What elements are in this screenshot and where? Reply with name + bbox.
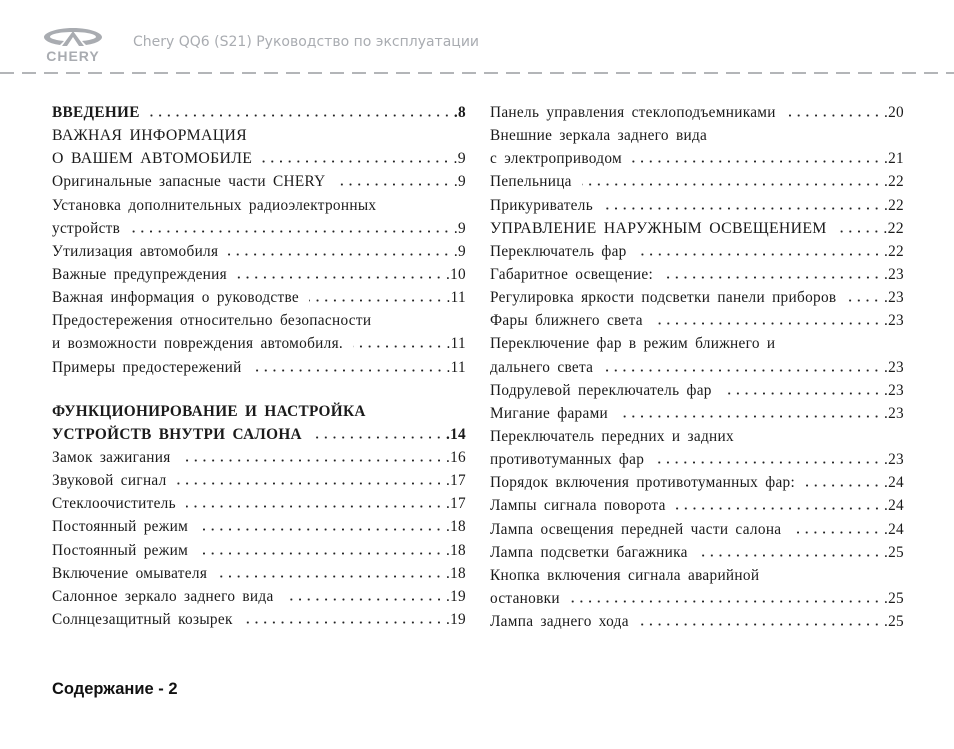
toc-entry-title: остановки <box>490 589 560 607</box>
toc-entry[interactable] <box>490 448 904 471</box>
toc-entry-title: противотуманных фар <box>490 451 645 469</box>
toc-entry-page: .9 <box>453 173 466 191</box>
dot-leader <box>262 160 450 163</box>
toc-entry[interactable] <box>490 286 904 309</box>
toc-entry-page: .24 <box>883 474 904 492</box>
dot-leader <box>198 528 443 531</box>
toc-entry-page: .16 <box>445 448 466 466</box>
toc-entry-title: Звуковой сигнал <box>52 472 167 490</box>
toc-entry[interactable] <box>490 263 904 286</box>
page-footer: Содержание - 2 <box>52 680 178 698</box>
toc-entry[interactable] <box>490 587 904 610</box>
toc-entry[interactable] <box>490 518 904 541</box>
toc-entry-title: Фары ближнего света <box>490 312 643 330</box>
toc-entry-page: .11 <box>446 358 466 376</box>
toc-entry-title: Кнопка включения сигнала аварийной <box>490 566 760 584</box>
toc-entry-title: ФУНКЦИОНИРОВАНИЕ И НАСТРОЙКА <box>52 402 366 420</box>
toc-entry-title: Порядок включения противотуманных фар: <box>490 474 796 492</box>
toc-entry[interactable] <box>490 564 904 587</box>
toc-entry[interactable] <box>52 263 466 286</box>
toc-right-column <box>490 101 904 633</box>
toc-entry-title: О ВАШЕМ АВТОМОБИЛЕ <box>52 150 253 168</box>
toc-entry-page: .25 <box>883 613 904 631</box>
toc-entry[interactable] <box>490 147 904 170</box>
toc-entry-title: Утилизация автомобиля <box>52 242 219 260</box>
dot-leader <box>353 345 443 348</box>
toc-entry-title: Лампы сигнала поворота <box>490 497 666 515</box>
toc-entry-title: УПРАВЛЕНИЕ НАРУЖНЫМ ОСВЕЩЕНИЕМ <box>490 219 827 237</box>
toc-entry[interactable] <box>490 541 904 564</box>
dot-leader <box>786 114 881 117</box>
dot-leader <box>177 482 443 485</box>
toc-entry[interactable] <box>52 101 466 124</box>
toc-entry[interactable] <box>52 446 466 469</box>
toc-entry-title: Важные предупреждения <box>52 265 227 283</box>
toc-entry-title: устройств <box>52 219 121 237</box>
toc-entry-page: .22 <box>883 219 904 237</box>
chery-emblem-icon <box>42 26 104 48</box>
dot-leader <box>632 160 881 163</box>
toc-entry-title: Салонное зеркало заднего вида <box>52 587 274 605</box>
toc-entry-page: .23 <box>883 265 904 283</box>
toc-entry[interactable] <box>52 469 466 492</box>
toc-entry[interactable] <box>490 610 904 633</box>
toc-entry[interactable] <box>490 217 904 240</box>
toc-entry-page: .11 <box>446 335 466 353</box>
dot-leader <box>217 575 443 578</box>
toc-entry-title: Пепельница <box>490 173 572 191</box>
toc-entry-title: Постоянный режим <box>52 518 189 536</box>
dot-leader <box>309 299 444 302</box>
toc-entry-title: Переключение фар в режим ближнего и <box>490 335 776 353</box>
toc-entry[interactable] <box>52 332 466 355</box>
toc-entry[interactable] <box>52 124 466 147</box>
dot-leader <box>570 600 881 603</box>
dot-leader <box>252 369 444 372</box>
dot-leader <box>312 436 443 439</box>
toc-entry-page: .20 <box>883 104 904 121</box>
toc-entry-page: .19 <box>445 610 466 628</box>
toc-entry-page: .18 <box>445 518 466 536</box>
toc-entry-title: Предостережения относительно безопасности <box>52 312 372 330</box>
toc-entry-title: Замок зажигания <box>52 448 171 466</box>
toc-entry[interactable] <box>52 147 466 170</box>
toc-entry-title: Лампа освещения передней части салона <box>490 520 782 538</box>
toc-entry[interactable] <box>52 515 466 538</box>
dot-leader <box>676 507 881 510</box>
toc-entry[interactable] <box>52 240 466 263</box>
header-divider <box>0 72 954 74</box>
toc-entry-page: .25 <box>883 543 904 561</box>
toc-entry[interactable] <box>490 402 904 425</box>
toc-entry[interactable] <box>52 309 466 332</box>
toc-entry-title: УСТРОЙСТВ ВНУТРИ САЛОНА <box>52 425 302 443</box>
toc-entry-page: .10 <box>445 265 466 283</box>
toc-entry-page: .9 <box>453 242 466 260</box>
dot-leader <box>639 623 881 626</box>
dot-leader <box>618 415 881 418</box>
dot-leader <box>637 253 881 256</box>
toc-entry[interactable] <box>490 356 904 379</box>
toc-entry-title: с электроприводом <box>490 150 622 168</box>
toc-entry-page: .17 <box>445 472 466 490</box>
toc-entry[interactable] <box>490 101 904 124</box>
toc-entry-page: .8 <box>453 104 466 121</box>
dot-leader <box>181 459 443 462</box>
toc-entry-page: .25 <box>883 589 904 607</box>
toc-entry[interactable] <box>490 124 904 147</box>
toc-entry-page: .14 <box>445 425 466 443</box>
dot-leader <box>284 598 443 601</box>
toc-entry-title: дальнего света <box>490 358 594 376</box>
toc-entry[interactable] <box>52 286 466 309</box>
toc-entry[interactable] <box>490 494 904 517</box>
chery-logo <box>40 26 106 66</box>
dot-leader <box>663 276 881 279</box>
dot-leader <box>722 392 881 395</box>
dot-leader <box>243 621 443 624</box>
toc-entry-title: ВАЖНАЯ ИНФОРМАЦИЯ <box>52 127 247 145</box>
toc-entry-title: Регулировка яркости подсветки панели приборов <box>490 289 837 307</box>
toc-entry-title: Переключатель передних и задних <box>490 427 734 445</box>
dot-leader <box>653 322 881 325</box>
toc-entry-page: .9 <box>453 150 466 168</box>
toc-entry[interactable] <box>52 608 466 631</box>
toc-entry-title: Лампа заднего хода <box>490 613 629 631</box>
toc-entry[interactable] <box>490 194 904 217</box>
header-title: Chery QQ6 (S21) Руководство по эксплуатации <box>133 34 480 50</box>
dot-leader <box>791 531 881 534</box>
dot-leader <box>846 299 881 302</box>
dot-leader <box>237 276 443 279</box>
toc-entry-title: Стеклоочиститель <box>52 495 176 513</box>
dot-leader <box>198 552 443 555</box>
toc-entry-title: Внешние зеркала заднего вида <box>490 127 708 145</box>
toc-entry-page: .23 <box>883 451 904 469</box>
toc-entry-title: Солнцезащитный козырек <box>52 610 233 628</box>
toc-entry-page: .24 <box>883 497 904 515</box>
logo-text: CHERY <box>46 48 100 64</box>
toc-entry-page: .21 <box>883 150 904 168</box>
dot-leader <box>698 554 881 557</box>
dot-leader <box>335 183 450 186</box>
dot-leader <box>603 207 881 210</box>
toc-left-column <box>52 101 466 631</box>
toc-entry-page: .18 <box>445 541 466 559</box>
toc-entry[interactable] <box>52 492 466 515</box>
toc-entry[interactable] <box>490 309 904 332</box>
toc-entry-title: Лампа подсветки багажника <box>490 543 688 561</box>
toc-entry-page: .22 <box>883 242 904 260</box>
toc-entry-title: Подрулевой переключатель фар <box>490 381 712 399</box>
toc-entry-title: Мигание фарами <box>490 404 609 422</box>
toc-entry-title: Важная информация о руководстве <box>52 289 300 307</box>
toc-entry[interactable] <box>52 356 466 379</box>
toc-entry-page: .23 <box>883 381 904 399</box>
toc-entry-title: Габаритное освещение: <box>490 265 654 283</box>
dot-leader <box>150 114 451 117</box>
toc-entry-page: .24 <box>883 520 904 538</box>
dot-leader <box>186 505 443 508</box>
toc-entry[interactable] <box>52 400 466 423</box>
toc-entry[interactable] <box>490 471 904 494</box>
toc-entry[interactable] <box>52 423 466 446</box>
toc-entry[interactable] <box>52 585 466 608</box>
toc-entry[interactable] <box>490 379 904 402</box>
toc-entry-title: и возможности повреждения автомобиля. <box>52 335 344 353</box>
toc-entry-page: .18 <box>445 564 466 582</box>
toc-entry[interactable] <box>52 194 466 217</box>
toc-entry[interactable] <box>52 562 466 585</box>
toc-entry-page: .23 <box>883 312 904 330</box>
toc-entry-title: Включение омывателя <box>52 564 208 582</box>
toc-entry-title: Оригинальные запасные части CHERY <box>52 173 326 191</box>
toc-entry-title: ВВЕДЕНИЕ <box>52 104 140 121</box>
toc-entry-title: Примеры предостережений <box>52 358 242 376</box>
toc-entry-page: .11 <box>446 289 466 307</box>
toc-entry-page: .19 <box>445 587 466 605</box>
dot-leader <box>582 183 881 186</box>
toc-entry[interactable] <box>490 332 904 355</box>
dot-leader <box>130 230 451 233</box>
toc-entry[interactable] <box>490 240 904 263</box>
toc-entry[interactable] <box>490 425 904 448</box>
toc-entry-title: Панель управления стеклоподъемниками <box>490 104 776 121</box>
toc-entry-title: Установка дополнительных радиоэлектронных <box>52 196 377 214</box>
dot-leader <box>837 230 881 233</box>
toc-entry[interactable] <box>52 217 466 240</box>
toc-entry-title: Переключатель фар <box>490 242 627 260</box>
section-gap <box>52 379 466 400</box>
toc-entry[interactable] <box>490 170 904 193</box>
dot-leader <box>228 253 451 256</box>
toc-entry-title: Прикуриватель <box>490 196 593 214</box>
toc-entry-page: .23 <box>883 404 904 422</box>
dot-leader <box>603 369 881 372</box>
toc-entry-page: .9 <box>453 219 466 237</box>
toc-entry-page: .22 <box>883 196 904 214</box>
toc-entry-page: .17 <box>445 495 466 513</box>
dot-leader <box>654 461 881 464</box>
toc-entry-page: .23 <box>883 358 904 376</box>
toc-entry[interactable] <box>52 170 466 193</box>
toc-entry-page: .22 <box>883 173 904 191</box>
toc-entry-page: .23 <box>883 289 904 307</box>
dot-leader <box>805 484 881 487</box>
toc-entry-title: Постоянный режим <box>52 541 189 559</box>
toc-entry[interactable] <box>52 539 466 562</box>
